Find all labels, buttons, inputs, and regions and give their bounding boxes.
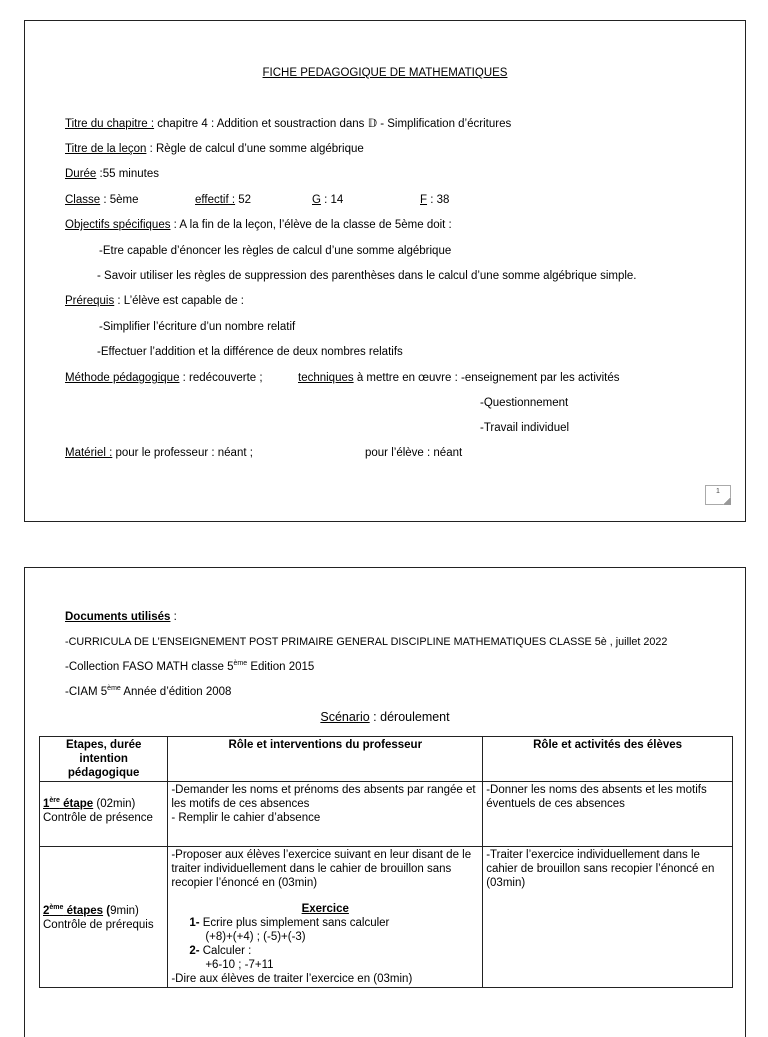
class-value: : 5ème xyxy=(100,194,139,206)
g-value: : 14 xyxy=(320,194,344,206)
header-students: Rôle et activités des élèves xyxy=(483,737,733,782)
row1-step-desc: Contrôle de présence xyxy=(43,812,153,824)
row2-eleve-1: -Traiter l’exercice individuellement dans le cahier de brouillon sans recopier l’énoncé en (03min) xyxy=(486,849,715,889)
objectives-line xyxy=(65,218,452,232)
duration-line xyxy=(65,167,159,181)
document-page-1 xyxy=(24,20,746,522)
row2-step-desc: Contrôle de prérequis xyxy=(43,919,154,931)
docs-label: Documents utilisés xyxy=(65,611,171,623)
f-label: F xyxy=(420,194,428,206)
prereq-line xyxy=(65,294,244,308)
header-professor: Rôle et interventions du professeur xyxy=(168,737,483,782)
doc-3-sup: ème xyxy=(107,685,121,693)
table-header-row xyxy=(40,737,733,782)
chapter-value: chapitre 4 : Addition et soustraction dans 𝔻 - Simplification d’écritures xyxy=(154,118,512,130)
row1-prof-cell xyxy=(168,782,483,847)
doc-3-pre: -CIAM 5 xyxy=(65,686,108,698)
scenario-table xyxy=(39,736,733,988)
doc-2-pre: -Collection FASO MATH classe 5 xyxy=(65,661,234,673)
row2-step-label xyxy=(43,905,103,917)
row2-prof-1: -Proposer aux élèves l’exercice suivant en leur disant de le traiter individuellement dans le cahier de brouillon sans recopier l’énoncé en (03min) xyxy=(171,849,472,889)
exercise-item-1-expr: (+8)+(+4) ; (-5)+(-3) xyxy=(205,931,306,943)
doc-2 xyxy=(65,660,314,674)
page-number: 1 xyxy=(716,488,720,495)
prereq-2: -Effectuer l’addition et la différence de deux nombres relatifs xyxy=(97,346,403,358)
g-line xyxy=(312,193,343,207)
scenario-value: : déroulement xyxy=(369,710,450,724)
method-value: : redécouverte ; xyxy=(179,372,263,384)
doc-2-sup: ème xyxy=(233,660,248,668)
row1-eleve-1: -Donner les noms des absents et les motifs éventuels de ces absences xyxy=(486,784,707,810)
row2-step-cell xyxy=(40,847,168,988)
document-title: FICHE PEDAGOGIQUE DE MATHEMATIQUES xyxy=(262,67,508,79)
exercise-item-2-num: 2- xyxy=(189,945,200,957)
row1-step-num: 1 xyxy=(43,798,50,810)
row1-step-cell xyxy=(40,782,168,847)
row2-step-num: 2 xyxy=(43,905,50,917)
chapter-label: Titre du chapitre : xyxy=(65,118,155,130)
class-line xyxy=(65,193,139,207)
f-line xyxy=(420,193,449,207)
exercise-item-2 xyxy=(171,944,479,958)
material-label: Matériel : xyxy=(65,447,113,459)
row2-step-sup: ème xyxy=(49,904,64,912)
class-label: Classe xyxy=(65,194,101,206)
row1-step-sup: ère xyxy=(49,797,60,805)
method-line xyxy=(65,371,263,385)
row2-step-word: étapes xyxy=(63,905,104,917)
techniques-label: techniques xyxy=(298,372,354,384)
f-value: : 38 xyxy=(427,194,450,206)
g-label: G xyxy=(312,194,321,206)
effectif-label: effectif : xyxy=(195,194,236,206)
scenario-label: Scénario xyxy=(320,710,370,724)
doc-3-post: Année d’édition 2008 xyxy=(120,686,232,698)
row2-step-title xyxy=(43,904,164,918)
exercise-item-2-text: Calculer : xyxy=(199,945,252,957)
prereq-1: -Simplifier l’écriture d’un nombre relatif xyxy=(99,321,296,333)
row1-step-label xyxy=(43,798,93,810)
row1-prof-2: - Remplir le cahier d’absence xyxy=(171,812,321,824)
header-steps: Etapes, durée intention pédagogique xyxy=(40,737,168,782)
lesson-line xyxy=(65,142,364,156)
objective-2: - Savoir utiliser les règles de suppression des parenthèses dans le calcul d’une somme algébrique simple. xyxy=(97,270,637,282)
row1-step-title xyxy=(43,797,164,811)
exercise-item-1-num: 1- xyxy=(189,917,200,929)
exercise-item-2-expr: +6-10 ; -7+11 xyxy=(205,959,274,971)
row1-prof-1: -Demander les noms et prénoms des absents par rangée et les motifs de ces absences xyxy=(171,784,476,810)
row2-prof-cell xyxy=(168,847,483,988)
chapter-line xyxy=(65,117,511,131)
techniques-value: à mettre en œuvre : -enseignement par les activités xyxy=(353,372,620,384)
table-row xyxy=(40,782,733,847)
row2-eleve-cell xyxy=(483,847,733,988)
page-fold-icon xyxy=(723,497,731,505)
effectif-value: 52 xyxy=(235,194,252,206)
exercise-item-1-text: Ecrire plus simplement sans calculer xyxy=(199,917,390,929)
method-label: Méthode pédagogique xyxy=(65,372,180,384)
row2-step-time: 9min) xyxy=(110,905,139,917)
objective-1: -Etre capable d’énoncer les règles de calcul d’une somme algébrique xyxy=(99,245,452,257)
material-line xyxy=(65,446,253,460)
technique-3: -Travail individuel xyxy=(480,422,570,434)
doc-3 xyxy=(65,685,231,699)
lesson-label: Titre de la leçon xyxy=(65,143,147,155)
objectives-label: Objectifs spécifiques xyxy=(65,219,171,231)
scenario-heading xyxy=(25,710,745,724)
techniques-line xyxy=(298,371,620,385)
doc-2-post: Edition 2015 xyxy=(247,661,315,673)
row2-step-time-open: ( xyxy=(103,905,111,917)
prereq-value: : L’élève est capable de : xyxy=(114,295,245,307)
duration-label: Durée xyxy=(65,168,97,180)
row2-prof-2: -Dire aux élèves de traiter l’exercice en (03min) xyxy=(171,973,413,985)
lesson-value: : Règle de calcul d’une somme algébrique xyxy=(146,143,364,155)
objectives-value: : A la fin de la leçon, l’élève de la classe de 5ème doit : xyxy=(170,219,452,231)
row1-step-word: étape xyxy=(59,798,94,810)
material-student: pour l’élève : néant xyxy=(365,447,463,459)
effectif-line xyxy=(195,193,251,207)
table-row xyxy=(40,847,733,988)
page-number-badge xyxy=(705,485,731,505)
prereq-label: Prérequis xyxy=(65,295,115,307)
docs-line xyxy=(65,610,177,624)
material-prof: pour le professeur : néant ; xyxy=(112,447,253,459)
exercise-title: Exercice xyxy=(301,903,349,915)
row1-eleve-cell xyxy=(483,782,733,847)
doc-1: -CURRICULA DE L’ENSEIGNEMENT POST PRIMAIRE GENERAL DISCIPLINE MATHEMATIQUES CLASSE 5è , juillet 2022 xyxy=(65,636,668,648)
document-page-2 xyxy=(24,567,746,1037)
duration-value: :55 minutes xyxy=(96,168,159,180)
exercise-item-1 xyxy=(171,916,479,930)
row1-step-time: (02min) xyxy=(93,798,136,810)
docs-colon: : xyxy=(170,611,177,623)
technique-2: -Questionnement xyxy=(480,397,569,409)
